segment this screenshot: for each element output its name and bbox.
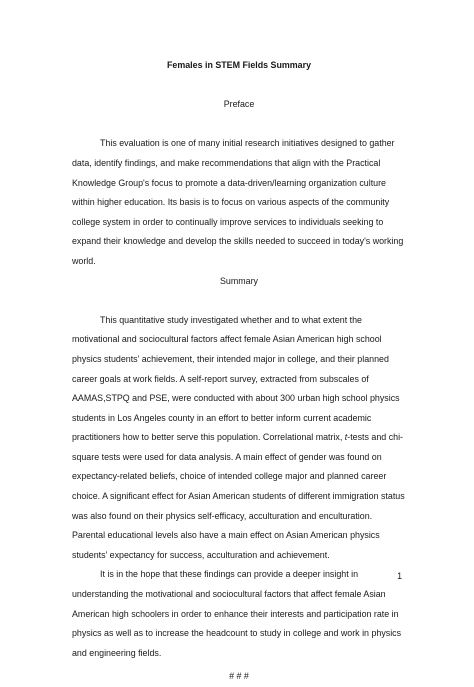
page-number: 1 (397, 571, 402, 581)
document-title: Females in STEM Fields Summary (166, 60, 312, 70)
preface-heading: Preface (223, 99, 255, 110)
document-body (72, 56, 406, 687)
summary-paragraph-2: It is in the hope that these findings can provide a deeper insight in understanding the motivational and sociocultural factors that affect female Asian American high schoolers in order to enhance their interests and participation rate in physics as well as to increase the headcount to study in college and work in physics and engineering fields. (72, 569, 402, 658)
preface-paragraph: This evaluation is one of many initial research initiatives designed to gather data, identify findings, and make recommendations that align with the Practical Knowledge Group's focus to promote a data-driven/learning organization culture within higher education. Its basis is to focus on various aspects of the community college system in order to continually improve services to individuals seeking to expand their knowledge and develop the skills needed to succeed in today's working world. (72, 138, 404, 266)
summary-paragraph-1-part-b: -tests and chi-square tests were used for data analysis. A main effect of gender was found on expectancy-related beliefs, choice of intended college major and planned career choice. A significant effect for Asian American students of different immigration status was also found on their physics self-efficacy, acculturation and enculturation. Parental educational levels also have a main effect on Asian American physics students’ expectancy for success, acculturation and achievement. (72, 432, 405, 560)
t-test-italic: t (344, 432, 348, 443)
spacer (72, 115, 406, 135)
summary-heading: Summary (220, 275, 258, 286)
end-mark: # # # (229, 671, 249, 682)
spacer (72, 76, 406, 96)
summary-paragraph-1 (72, 311, 406, 566)
summary-paragraph-1-part-a: This quantitative study investigated whether and to what extent the motivational and sociocultural factors affect female Asian American high school physics students’ achievement, their intended major in college, and their planned career goals at work fields. A self-report survey, extracted from subscales of AAMAS,STPQ and PSE, were conducted with about 300 urban high school physics students in Los Angeles county in an effort to better inform current academic practitioners how to better serve this population. Correlational matrix, (72, 314, 400, 443)
spacer (72, 291, 406, 311)
